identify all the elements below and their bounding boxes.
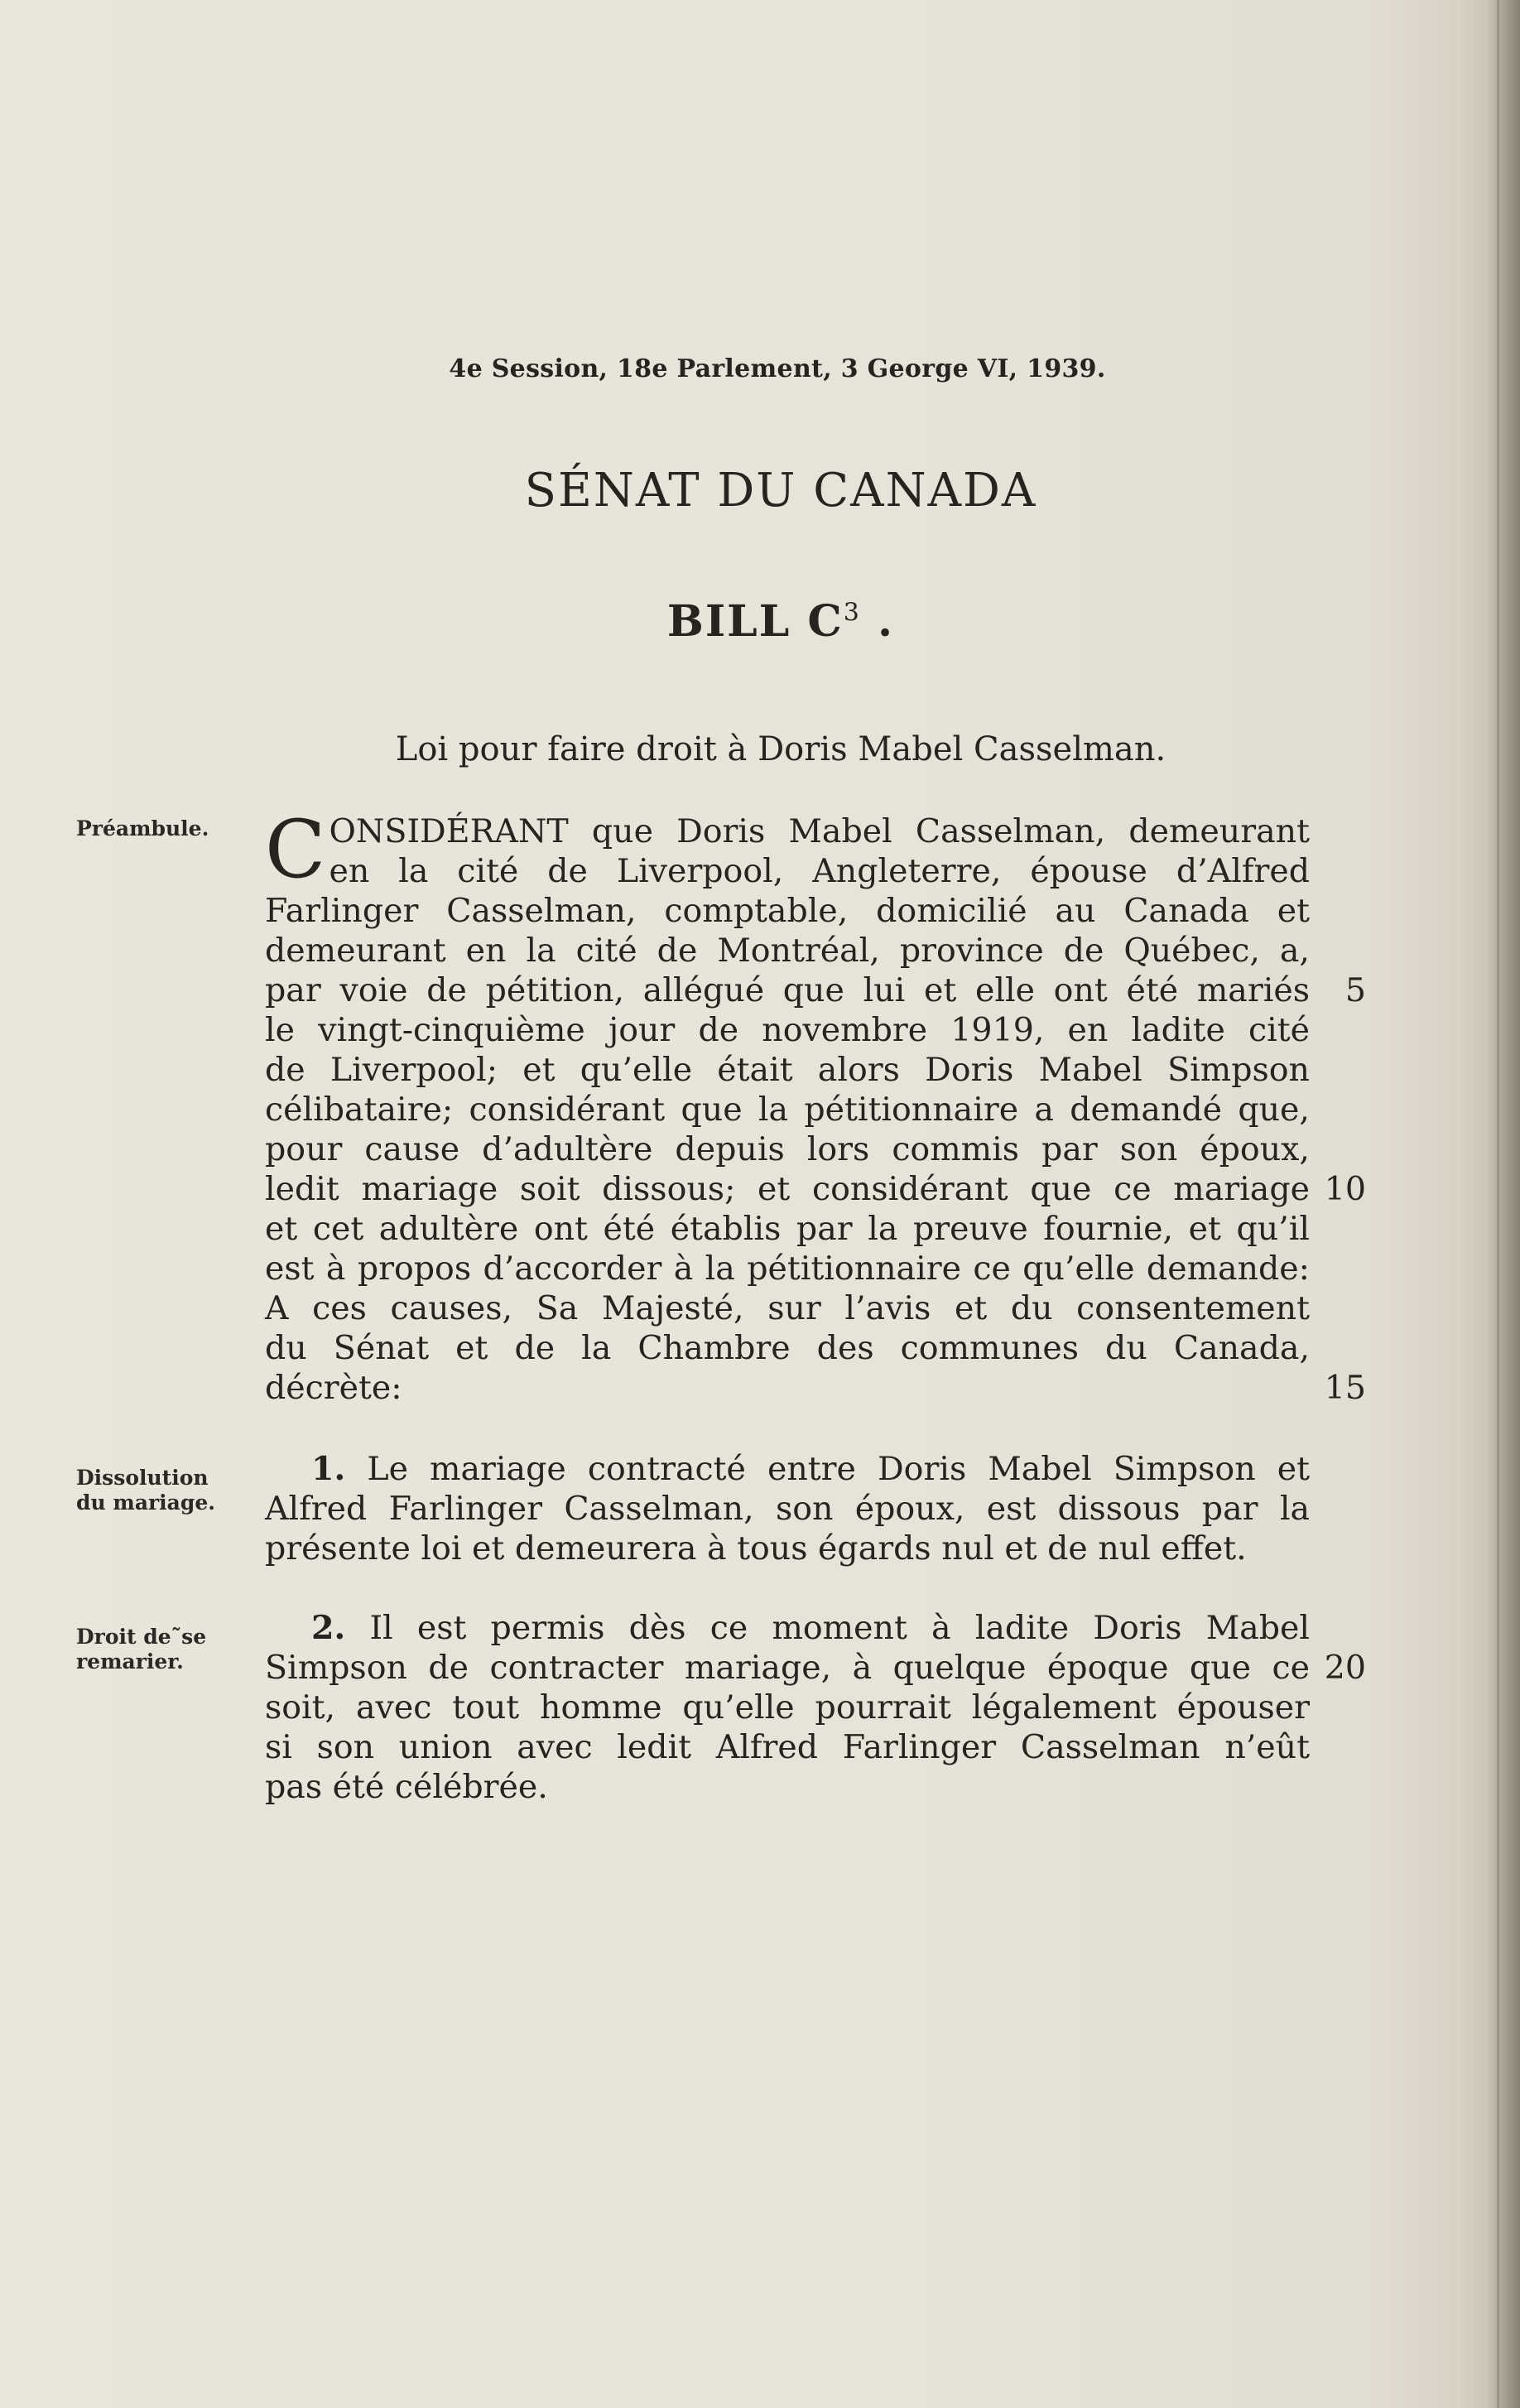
margin-note-dissolution — [76, 1466, 233, 1515]
preamble-line: Farlinger Casselman, comptable, domicilié au Canada et — [265, 892, 1310, 930]
preamble-line: et cet adultère ont été établis par la preuve fournie, et qu’il — [265, 1210, 1310, 1248]
section-1-line: présente loi et demeurera à tous égards nul et de nul effet. — [265, 1529, 1247, 1568]
margin-note-remarry — [76, 1625, 233, 1674]
section-2-line: Simpson de contracter mariage, à quelque époque que ce — [265, 1649, 1310, 1687]
section-1 — [265, 1449, 1310, 1568]
section-1-line — [265, 1449, 1310, 1489]
section-1-number: 1. — [311, 1450, 346, 1488]
preamble-line: décrète: — [265, 1369, 402, 1407]
preamble-line: A ces causes, Sa Majesté, sur l’avis et du consentement — [265, 1289, 1310, 1327]
margin-note-dissolution-line2: du mariage. — [76, 1491, 215, 1515]
preamble-line: par voie de pétition, allégué que lui et elle ont été mariés — [265, 971, 1310, 1009]
preamble-line: est à propos d’accorder à la pétitionnaire ce qu’elle demande: — [265, 1250, 1310, 1288]
preamble-line: ONSIDÉRANT que Doris Mabel Casselman, demeurant — [329, 812, 1310, 850]
line-number-15: 15 — [1324, 1369, 1366, 1407]
preamble-line: demeurant en la cité de Montréal, province de Québec, a, — [265, 932, 1310, 970]
section-1-line: Alfred Farlinger Casselman, son époux, est dissous par la — [265, 1490, 1310, 1528]
line-number-20: 20 — [1324, 1649, 1366, 1687]
dropcap-letter: C — [265, 803, 326, 896]
section-2 — [265, 1608, 1310, 1807]
margin-note-preamble: Préambule. — [76, 816, 209, 840]
preamble-line: ledit mariage soit dissous; et considérant que ce mariage — [265, 1170, 1310, 1208]
margin-note-dissolution-line1: Dissolution — [76, 1466, 209, 1490]
margin-note-remarry-line1: Droit de˜se — [76, 1625, 207, 1649]
section-2-line: pas été célébrée. — [265, 1768, 548, 1806]
section-2-line — [265, 1608, 1310, 1648]
session-header: 4e Session, 18e Parlement, 3 George VI, 1939. — [449, 354, 1106, 383]
line-number-10: 10 — [1324, 1170, 1366, 1208]
preamble-paragraph — [265, 803, 1310, 1408]
section-1-first-text: Le mariage contracté entre Doris Mabel Simpson et — [367, 1450, 1310, 1488]
bill-number: BILL $C^3$ . — [666, 596, 895, 647]
preamble-line: célibataire; considérant que la pétitionnaire a demandé que, — [265, 1091, 1310, 1129]
preamble-line: en la cité de Liverpool, Angleterre, épouse d’Alfred — [329, 852, 1310, 890]
section-2-line: soit, avec tout homme qu’elle pourrait légalement épouser — [265, 1688, 1310, 1727]
section-2-line: si son union avec ledit Alfred Farlinger Casselman n’eût — [265, 1728, 1310, 1766]
bill-subtitle: Loi pour faire droit à Doris Mabel Casselman. — [395, 730, 1166, 768]
preamble-line: le vingt-cinquième jour de novembre 1919, en ladite cité — [265, 1011, 1310, 1049]
page-title: SÉNAT DU CANADA — [524, 464, 1037, 518]
section-2-first-text: Il est permis dès ce moment à ladite Doris Mabel — [369, 1609, 1310, 1647]
preamble-line: de Liverpool; et qu’elle était alors Doris Mabel Simpson — [265, 1051, 1310, 1089]
preamble-line: du Sénat et de la Chambre des communes du Canada, — [265, 1329, 1310, 1367]
margin-note-remarry-line2: remarier. — [76, 1649, 184, 1674]
line-number-5: 5 — [1344, 971, 1366, 1009]
section-2-number: 2. — [311, 1609, 346, 1647]
bill-superscript: 3 — [843, 598, 861, 628]
preamble-line: pour cause d’adultère depuis lors commis par son époux, — [265, 1130, 1310, 1168]
